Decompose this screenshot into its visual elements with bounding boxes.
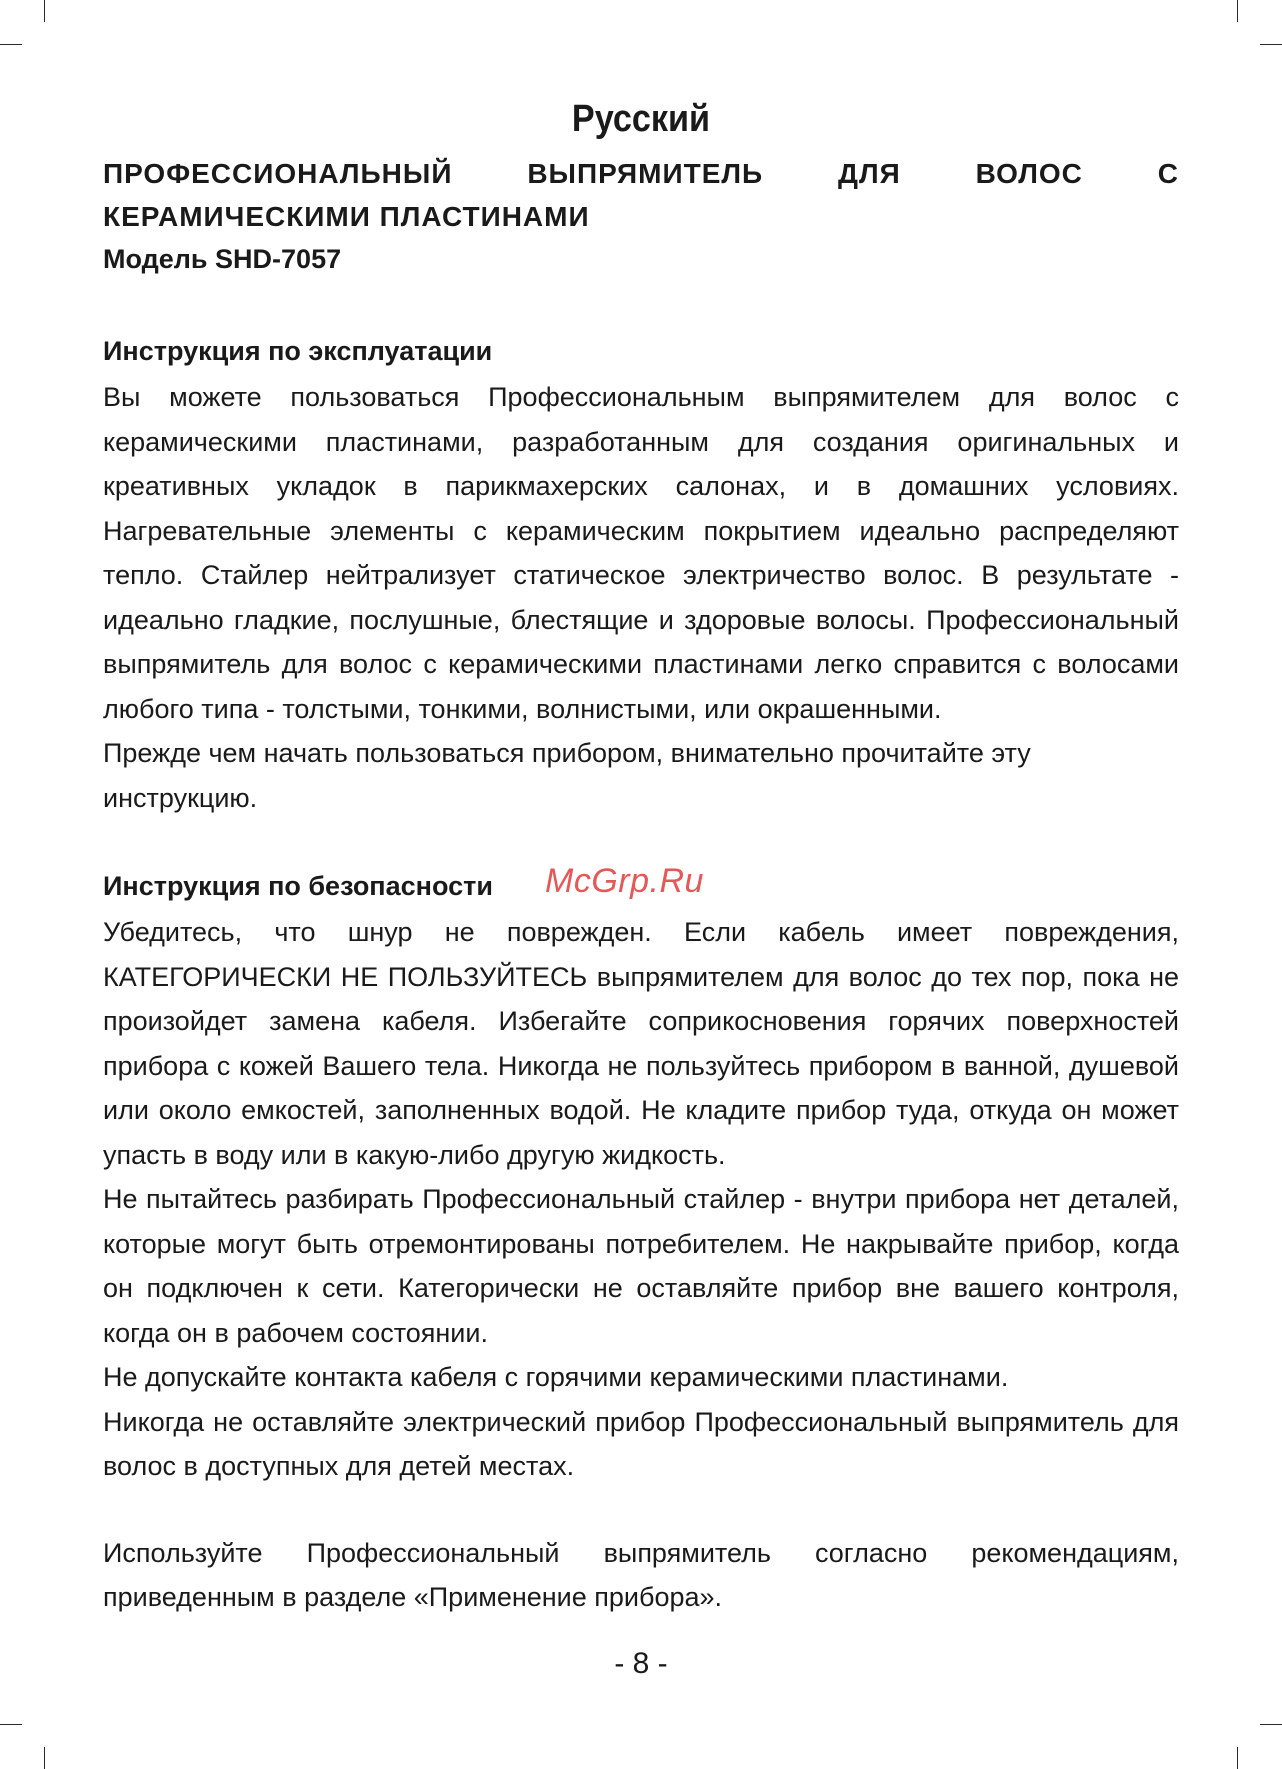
safety-paragraph: Не пытайтесь разбирать Профессиональный стайлер - внутри прибора нет деталей, которые могут быть отремонтированы потребителем. Не накрывайте прибор, когда он подключен к сети. Категорически не оставляйте прибор вне вашего контроля, когда он в рабочем состоянии. — [103, 1184, 1179, 1348]
safety-closing-paragraph: Используйте Профессиональный выпрямитель согласно рекомендациям, приведенным в разделе «Применение прибора». — [103, 1537, 1179, 1612]
crop-mark — [44, 0, 45, 22]
operating-instructions-heading: Инструкция по эксплуатации — [103, 336, 493, 366]
crop-mark — [1260, 1724, 1282, 1725]
safety-paragraph: Никогда не оставляйте электрический прибор Профессиональный выпрямитель для волос в доступных для детей местах. — [103, 1406, 1179, 1481]
model-number: Модель SHD-7057 — [103, 244, 342, 274]
safety-paragraph: Не допускайте контакта кабеля с горячими керамическими пластинами. — [103, 1362, 1009, 1392]
crop-mark — [1237, 1747, 1238, 1769]
product-title: ПРОФЕССИОНАЛЬНЫЙ ВЫПРЯМИТЕЛЬ ДЛЯ ВОЛОС С КЕРАМИЧЕСКИМИ ПЛАСТИНАМИ — [103, 158, 1179, 232]
page-number: - 8 - — [614, 1647, 668, 1680]
crop-mark — [0, 44, 22, 45]
safety-paragraph: Убедитесь, что шнур не поврежден. Если кабель имеет повреждения, КАТЕГОРИЧЕСКИ НЕ ПОЛЬЗУЙТЕСЬ выпрямителем для волос до тех пор, пока не произойдет замена кабеля. Избегайте соприкосновения горячих поверхностей прибора с кожей Вашего тела. Никогда не пользуйтесь прибором в ванной, душевой или около емкостей, заполненных водой. Не кладите прибор туда, откуда он может упасть в воду или в какую-либо другую жидкость. — [103, 917, 1179, 1170]
operating-paragraph: Прежде чем начать пользоваться прибором, внимательно прочитайте эту инструкцию. — [103, 738, 1031, 813]
crop-mark — [1260, 44, 1282, 45]
watermark: McGrp.Ru — [545, 862, 704, 900]
operating-instructions-section — [103, 331, 1179, 820]
safety-instructions-section — [103, 866, 1179, 1620]
crop-mark — [0, 1724, 22, 1725]
operating-paragraph: Вы можете пользоваться Профессиональным выпрямителем для волос с керамическими пластинами, разработанным для создания оригинальных и креативных укладок в парикмахерских салонах, и в домашних условиях. Нагревательные элементы с керамическим покрытием идеально распределяют тепло. Стайлер нейтрализует статическое электричество волос. В результате - идеально гладкие, послушные, блестящие и здоровые волосы. Профессиональный выпрямитель для волос с керамическими пластинами легко справится с волосами любого типа - толстыми, тонкими, волнистыми, или окрашенными. — [103, 382, 1179, 724]
language-title: Русский — [571, 98, 711, 140]
crop-mark — [1237, 0, 1238, 22]
document-page — [103, 96, 1179, 1620]
safety-instructions-heading: Инструкция по безопасности — [103, 871, 493, 901]
crop-mark — [44, 1747, 45, 1769]
